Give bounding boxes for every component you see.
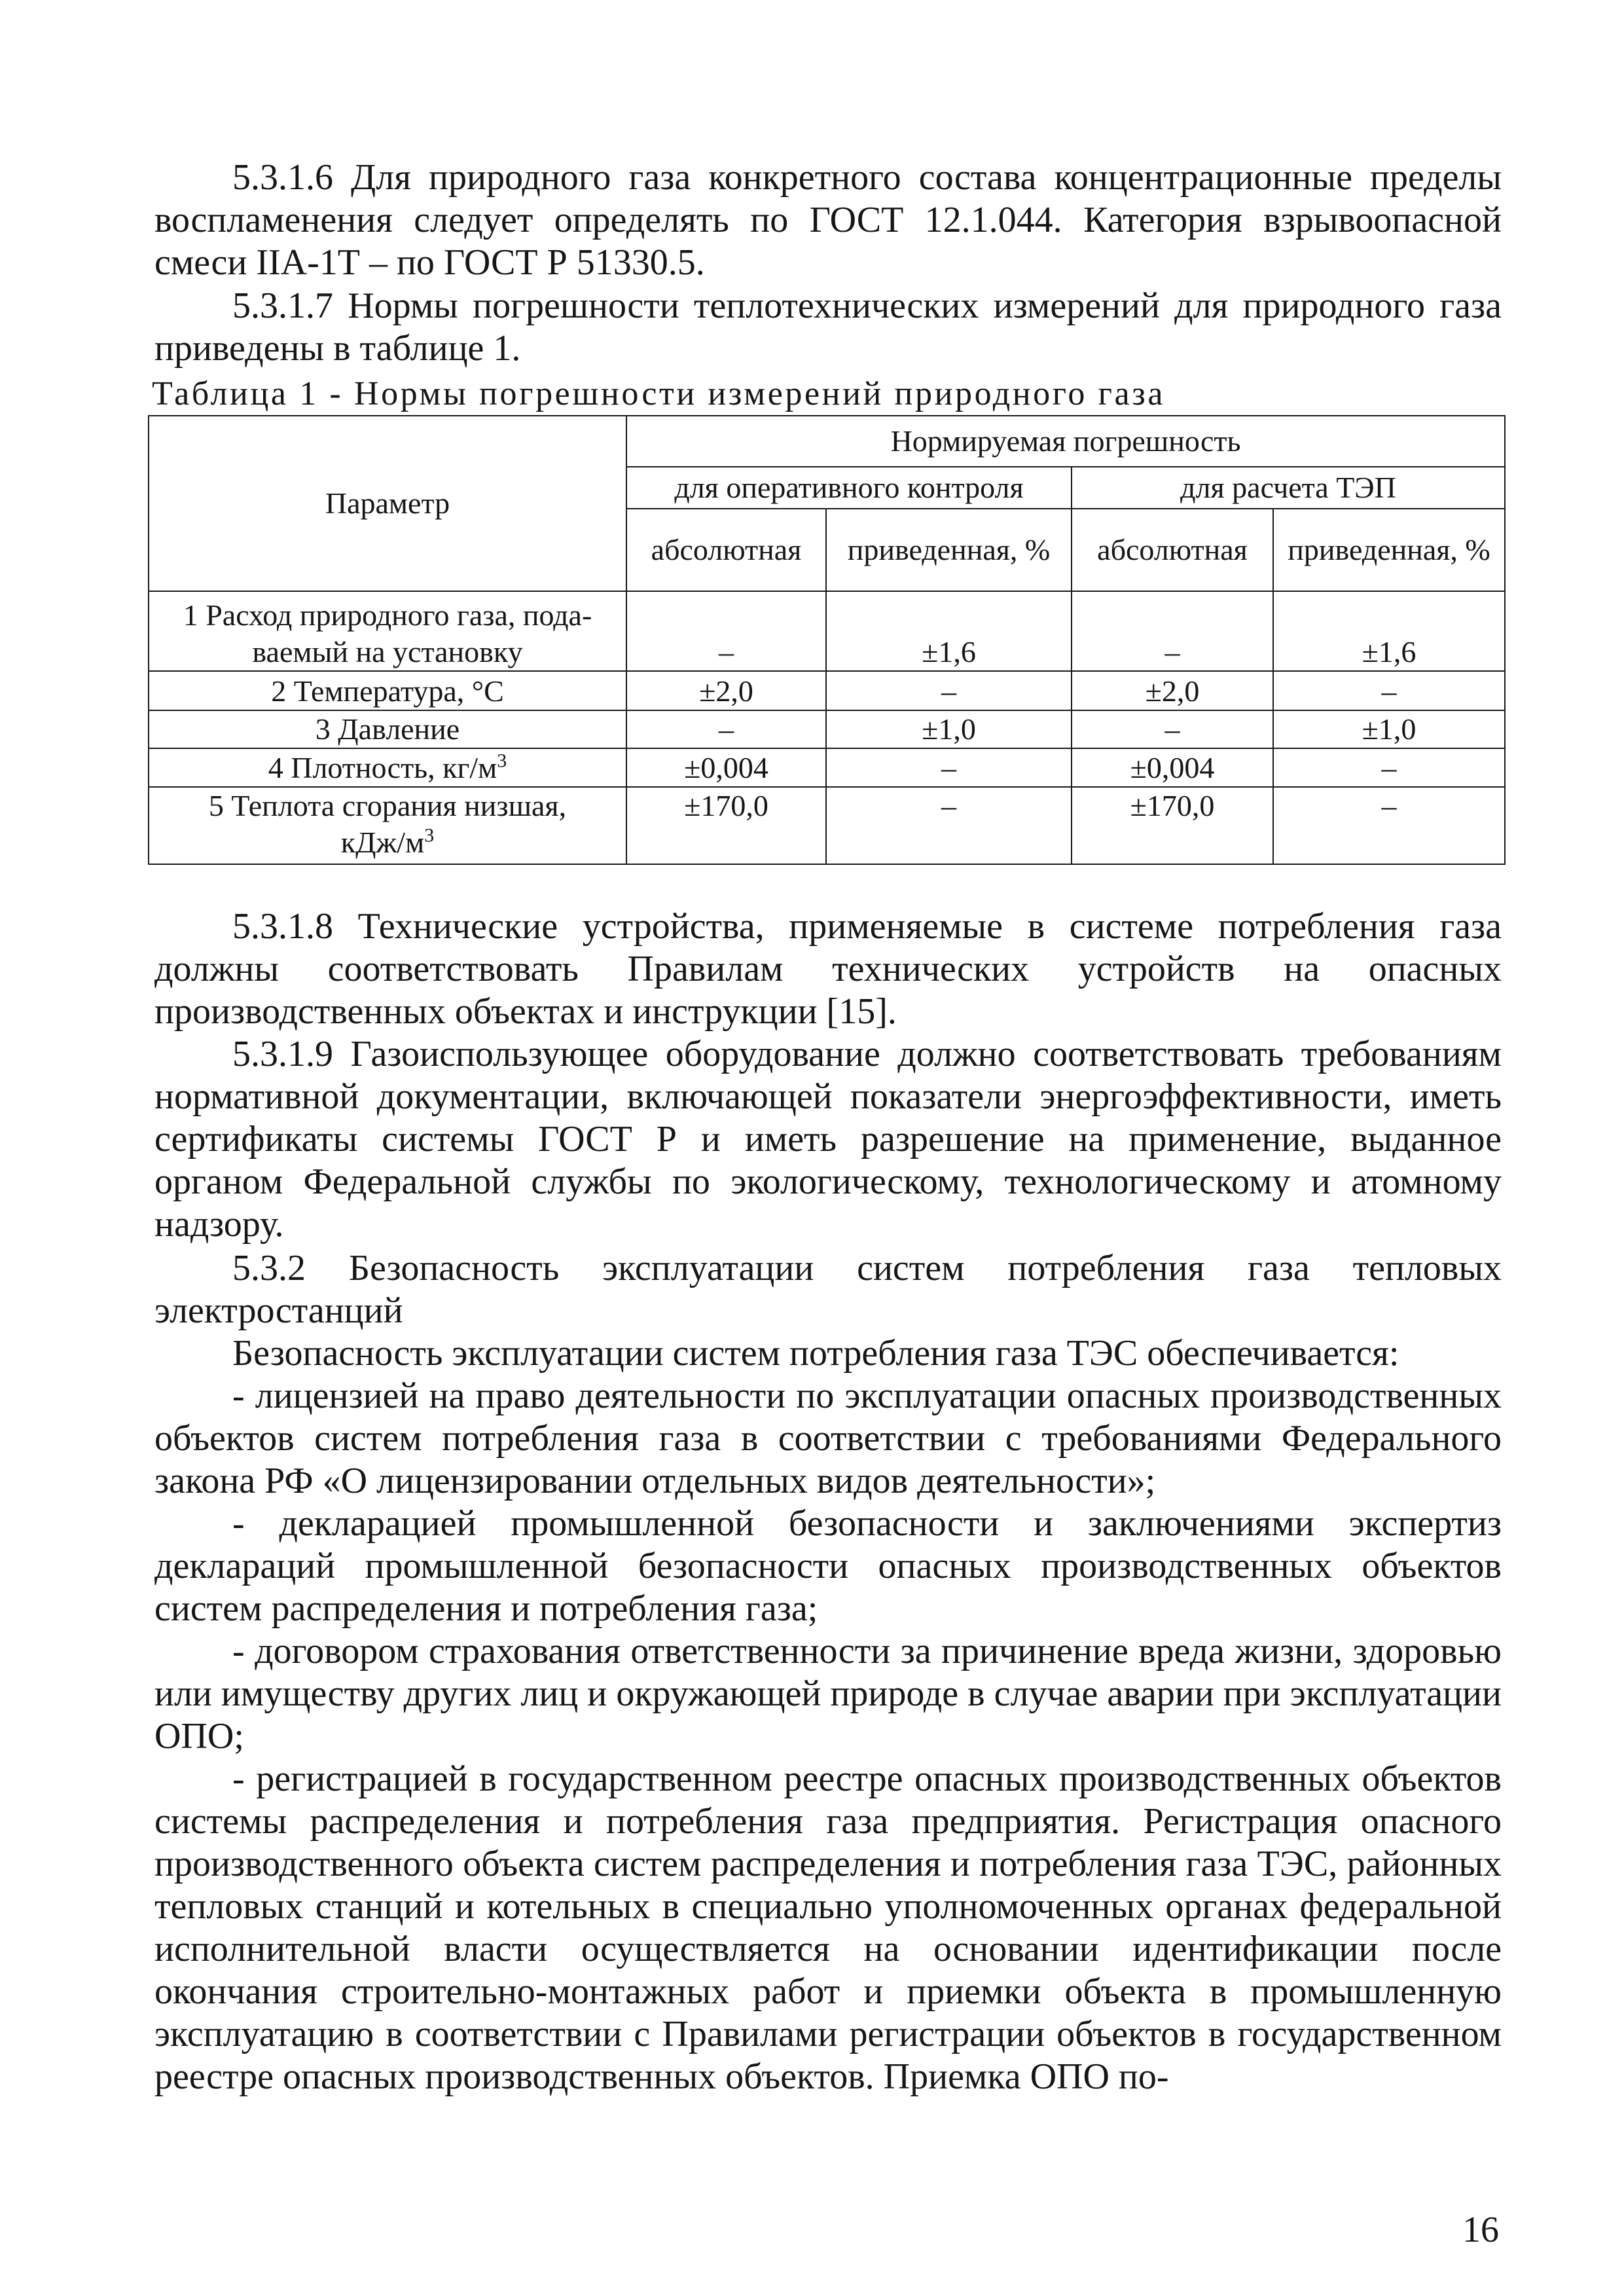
value-cell: – (826, 787, 1072, 864)
header-absolute-2: абсолютная (1072, 509, 1273, 591)
list-item-registration: - регистрацией в государственном реестре опасных производственных объектов системы распределения и потребления газа предприятия. Регистрация опасного производственного объекта систем распределения и потребления газа ТЭС, районных тепловых станций и котельных в специально уполномоченных органах федеральной исполнительной власти осуществляется на основании идентификации после окончания строительно-монтажных работ и приемки объекта в промышленную эксплуатацию в соответствии с Правилами регистрации объектов в государственном реестре опасных производственных объектов. Приемка ОПО по- (154, 1758, 1502, 2097)
value-cell: ±1,6 (826, 591, 1072, 671)
paragraph-5-3-1-7: 5.3.1.7 Нормы погрешности теплотехнических измерений для природного газа приведены в таблице 1. (154, 285, 1502, 369)
param-line: ваемый на установку (252, 635, 523, 668)
value-cell: ±1,0 (826, 710, 1072, 748)
paragraph-5-3-1-9: 5.3.1.9 Газоиспользующее оборудование должно соответствовать требованиям нормативной документации, включающей показатели энергоэффективности, иметь сертификаты системы ГОСТ Р и иметь разрешение на применение, выданное органом Федеральной службы по экологическому, технологическому и атомному надзору. (154, 1034, 1502, 1245)
param-unit: кДж/м (340, 826, 425, 859)
section-heading-5-3-2: 5.3.2 Безопасность эксплуатации систем потребления газа тепловых электростанций (154, 1248, 1502, 1331)
value-cell: ±2,0 (626, 671, 826, 710)
superscript: 3 (424, 824, 435, 847)
value-cell: – (1072, 591, 1273, 671)
param-line: 1 Расход природного газа, пода- (183, 598, 592, 632)
value-cell: ±0,004 (626, 748, 826, 787)
paragraph-5-3-1-8: 5.3.1.8 Технические устройства, применяемые в системе потребления газа должны соответствовать Правилам технических устройств на опасных производственных объектах и инструкции [15]. (154, 906, 1502, 1032)
value-cell: – (1273, 748, 1505, 787)
value-cell: – (826, 671, 1072, 710)
header-normalized-error: Нормируемая погрешность (626, 416, 1505, 467)
value-cell: ±170,0 (626, 787, 826, 864)
header-operational-control: для оперативного контроля (626, 467, 1072, 509)
param-cell (149, 748, 626, 787)
table-row (149, 591, 1505, 671)
list-item-license: - лицензией на право деятельности по эксплуатации опасных производственных объектов систем потребления газа в соответствии с требованиями Федерального закона РФ «О лицензировании отдельных видов деятельности»; (154, 1376, 1502, 1501)
param-cell (149, 787, 626, 864)
header-tep-calculation: для расчета ТЭП (1072, 467, 1505, 509)
value-cell: ±2,0 (1072, 671, 1273, 710)
table-row (149, 710, 1505, 748)
param-cell: 2 Температура, °С (149, 671, 626, 710)
param-line: 5 Теплота сгорания низшая, (208, 789, 567, 822)
paragraph-safety-intro: Безопасность эксплуатации систем потребления газа ТЭС обеспечивается: (232, 1333, 1399, 1374)
value-cell: ±0,004 (1072, 748, 1273, 787)
table-row (149, 671, 1505, 710)
header-absolute-1: абсолютная (626, 509, 826, 591)
value-cell: ±1,6 (1273, 591, 1505, 671)
header-param: Параметр (149, 416, 626, 591)
value-cell: – (1273, 787, 1505, 864)
header-reduced-2: приведенная, % (1273, 509, 1505, 591)
value-cell: – (626, 710, 826, 748)
param-cell (149, 591, 626, 671)
measurement-error-table (148, 415, 1506, 865)
value-cell: ±1,0 (1273, 710, 1505, 748)
table-row (149, 787, 1505, 864)
value-cell: – (1273, 671, 1505, 710)
table-row (149, 748, 1505, 787)
value-cell: – (626, 591, 826, 671)
value-cell: – (1072, 710, 1273, 748)
list-item-declaration: - декларацией промышленной безопасности и заключениями экспертиз деклараций промышленной безопасности опасных производственных объектов систем распределения и потребления газа; (154, 1503, 1502, 1629)
param-cell: 3 Давление (149, 710, 626, 748)
list-item-insurance: - договором страхования ответственности за причинение вреда жизни, здоровью или имуществу других лиц и окружающей природе в случае аварии при эксплуатации ОПО; (154, 1631, 1502, 1757)
table-caption: Таблица 1 - Нормы погрешности измерений природного газа (152, 375, 1166, 412)
page-number: 16 (1462, 2210, 1499, 2250)
header-reduced-1: приведенная, % (826, 509, 1072, 591)
paragraph-5-3-1-6: 5.3.1.6 Для природного газа конкретного состава концентрационные пределы воспламенения следует определять по ГОСТ 12.1.044. Категория взрывоопасной смеси IIA-1Т – по ГОСТ Р 51330.5. (154, 157, 1502, 283)
value-cell: ±170,0 (1072, 787, 1273, 864)
superscript: 3 (497, 750, 507, 772)
value-cell: – (826, 748, 1072, 787)
param-text: 4 Плотность, кг/м (268, 751, 497, 784)
